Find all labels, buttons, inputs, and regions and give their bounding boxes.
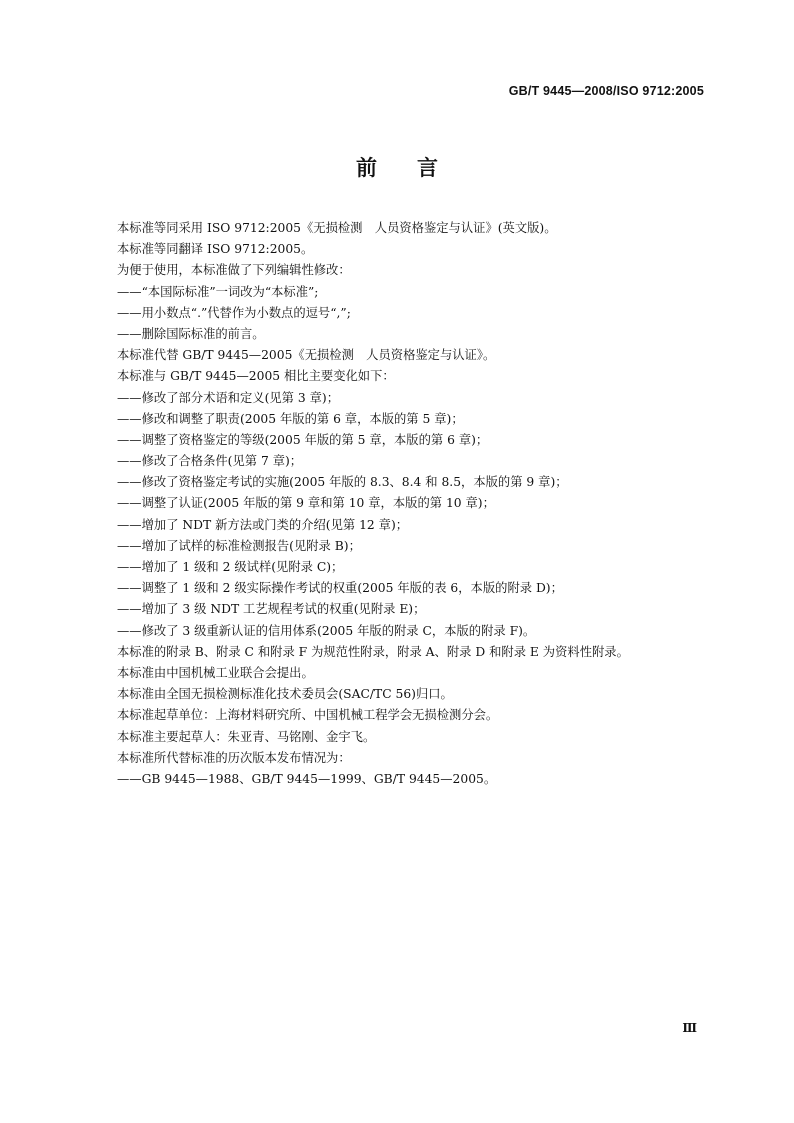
list-item: ——增加了 1 级和 2 级试样(见附录 C)； bbox=[117, 560, 344, 574]
paragraph-line: 为便于使用，本标准做了下列编辑性修改： bbox=[117, 263, 351, 278]
list-item: ——调整了认证(2005 年版的第 9 章和第 10 章，本版的第 10 章)； bbox=[117, 496, 495, 511]
list-item: ——增加了 NDT 新方法或门类的介绍(见第 12 章)； bbox=[117, 517, 409, 532]
paragraph-line: 本标准所代替标准的历次版本发布情况为： bbox=[117, 750, 351, 765]
page-title: 前言 bbox=[356, 155, 478, 180]
list-item: ——修改了资格鉴定考试的实施(2005 年版的 8.3、8.4 和 8.5，本版的第 9 章)； bbox=[117, 475, 568, 490]
list-item: ——GB 9445—1988、GB/T 9445—1999、GB/T 9445—2005。 bbox=[117, 771, 497, 786]
paragraph-line: 本标准等同采用 ISO 9712:2005《无损检测 人员资格鉴定与认证》(英文版)。 bbox=[117, 221, 557, 235]
standard-code-header: GB/T 9445—2008/ISO 9712:2005 bbox=[508, 84, 704, 98]
paragraph-line: 本标准主要起草人：朱亚青、马铭刚、金宇飞。 bbox=[117, 729, 376, 744]
list-item: ——修改和调整了职责(2005 年版的第 6 章，本版的第 5 章)； bbox=[117, 411, 464, 426]
list-item: ——“本国际标准”一词改为“本标准”; bbox=[117, 284, 319, 299]
paragraph-line: 本标准代替 GB/T 9445—2005《无损检测 人员资格鉴定与认证》。 bbox=[117, 348, 496, 363]
list-item: ——修改了合格条件(见第 7 章)； bbox=[117, 454, 303, 469]
paragraph-line: 本标准由中国机械工业联合会提出。 bbox=[117, 665, 314, 680]
paragraph-line: 本标准的附录 B、附录 C 和附录 F 为规范性附录，附录 A、附录 D 和附录 E 为资料性附录。 bbox=[117, 644, 629, 659]
list-item: ——调整了 1 级和 2 级实际操作考试的权重(2005 年版的表 6，本版的附录 D)； bbox=[117, 581, 563, 596]
paragraph-line: 本标准起草单位：上海材料研究所、中国机械工程学会无损检测分会。 bbox=[117, 708, 499, 723]
page-number: Ⅲ bbox=[682, 1021, 697, 1035]
list-item: ——修改了部分术语和定义(见第 3 章)； bbox=[117, 390, 339, 405]
paragraph-line: 本标准由全国无损检测标准化技术委员会(SAC/TC 56)归口。 bbox=[117, 687, 453, 702]
foreword-body bbox=[117, 218, 707, 790]
list-item: ——删除国际标准的前言。 bbox=[117, 326, 265, 341]
paragraph-line: 本标准与 GB/T 9445—2005 相比主要变化如下： bbox=[117, 369, 395, 384]
paragraph-line: 本标准等同翻译 ISO 9712:2005。 bbox=[117, 242, 314, 257]
list-item: ——调整了资格鉴定的等级(2005 年版的第 5 章，本版的第 6 章)； bbox=[117, 432, 489, 447]
list-item: ——增加了 3 级 NDT 工艺规程考试的权重(见附录 E)； bbox=[117, 602, 426, 617]
list-item: ——增加了试样的标准检测报告(见附录 B)； bbox=[117, 538, 361, 553]
list-item: ——用小数点“.”代替作为小数点的逗号“,”; bbox=[117, 305, 351, 320]
list-item: ——修改了 3 级重新认证的信用体系(2005 年版的附录 C，本版的附录 F)。 bbox=[117, 623, 536, 638]
